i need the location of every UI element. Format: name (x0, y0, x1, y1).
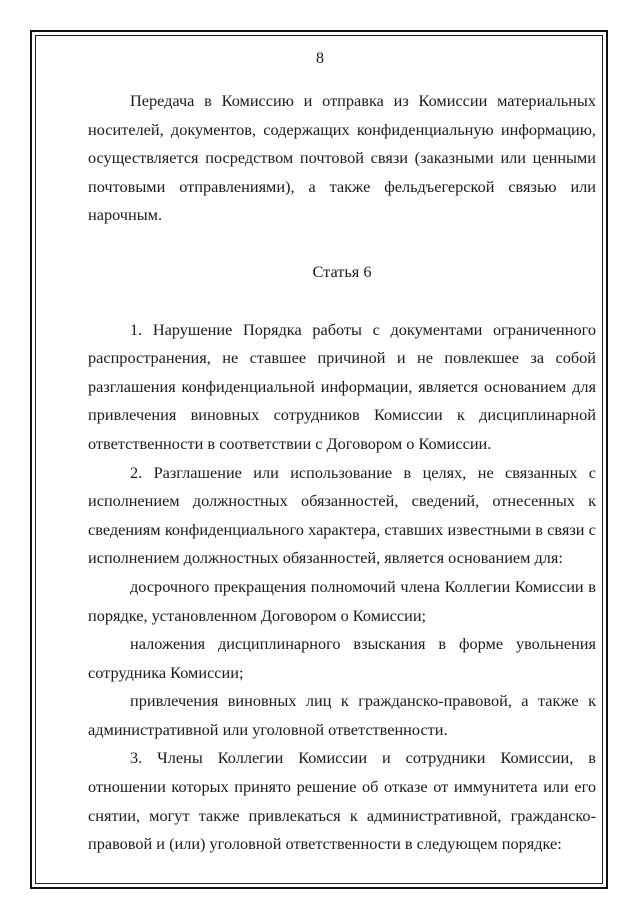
article-paragraph-2-item-1: досрочного прекращения полномочий члена Коллегии Комиссии в порядке, установленном Договором о Комиссии; (88, 576, 596, 625)
article-title: Статья 6 (312, 261, 372, 281)
article-paragraph-2: 2. Разглашение или использование в целях, не связанных с исполнением должностных обязанностей, сведений, отнесенных к сведениям конфиденциального характера, ставших известными в связи с исполнением должностных обязанностей, является основанием для: (88, 462, 596, 568)
article-paragraph-3: 3. Члены Коллегии Комиссии и сотрудники Комиссии, в отношении которых принято решение об отказе от иммунитета или его снятии, могут также привлекаться к административной, гражданско-правовой и (или) уголовной ответственности в следующем порядке: (88, 748, 596, 854)
article-paragraph-1: 1. Нарушение Порядка работы с документами ограниченного распространения, не ставшее причиной и не повлекшее за собой разглашения конфиденциальной информации, является основанием для привлечения виновных сотрудников Комиссии к дисциплинарной ответственности в соответствии с Договором о Комиссии. (88, 319, 596, 453)
article-paragraph-2-item-3: привлечения виновных лиц к гражданско-правовой, а также к административной или уголовной ответственности. (88, 691, 596, 739)
document-body (88, 87, 596, 859)
article-paragraph-2-item-2: наложения дисциплинарного взыскания в форме увольнения сотрудника Комиссии; (88, 634, 596, 682)
intro-paragraph: Передача в Комиссию и отправка из Комиссии материальных носителей, документов, содержащих конфиденциальную информацию, осуществляется посредством почтовой связи (заказными или ценными почтовыми отправлениями), а также фельдъегерской связью или нарочным. (88, 91, 596, 225)
page-number: 8 (316, 50, 324, 67)
